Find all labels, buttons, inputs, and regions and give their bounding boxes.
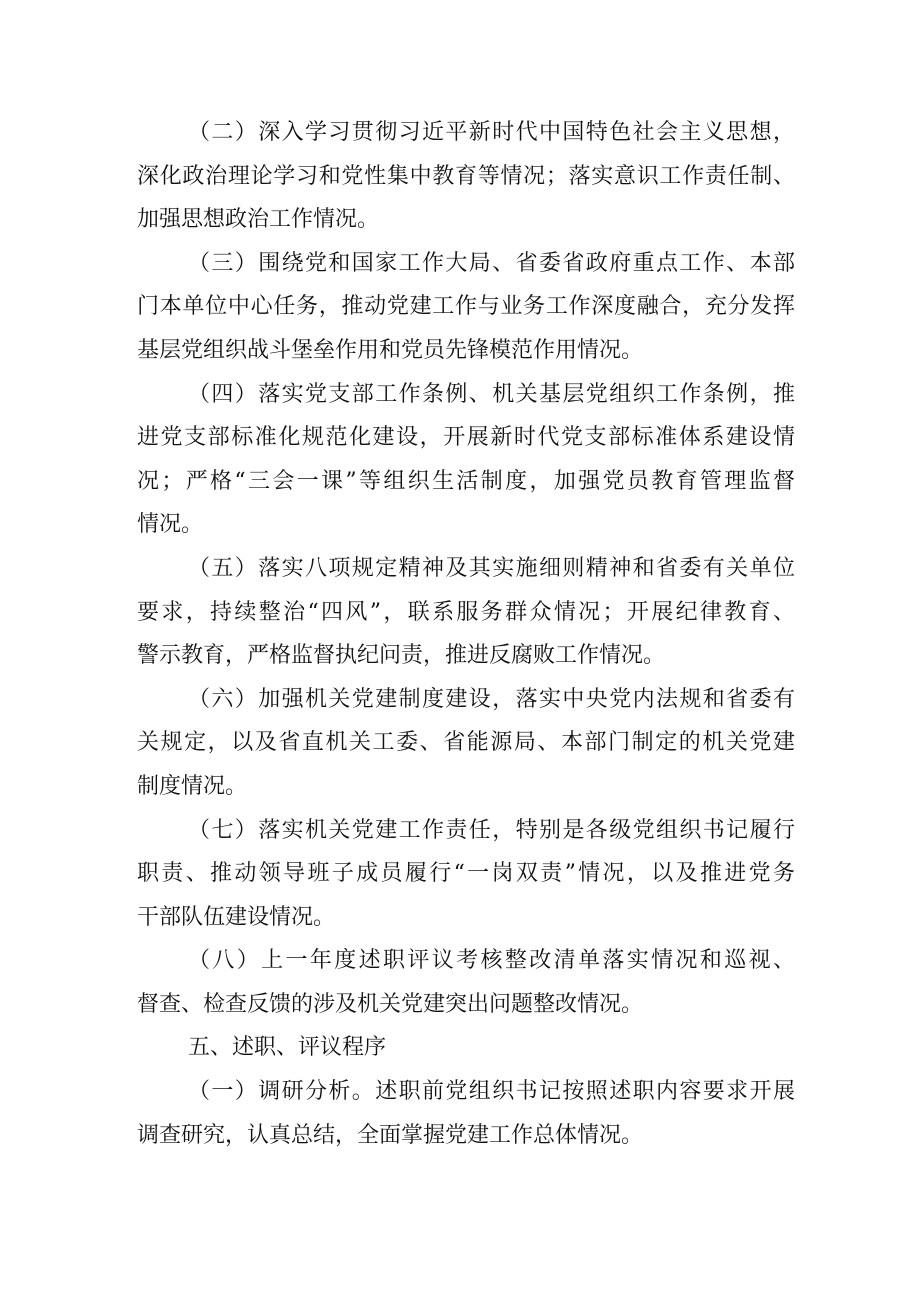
text-line: 督查、检查反馈的涉及机关党建突出问题整改情况。 (137, 991, 644, 1017)
text-line: （三）围绕党和国家工作大局、省委省政府重点工作、本部 (188, 250, 795, 276)
text-line: 况；严格“三会一课”等组织生活制度，加强党员教育管理监督 (137, 468, 795, 494)
text-line: 情况。 (137, 512, 204, 538)
text-line: 关规定，以及省直机关工委、省能源局、本部门制定的机关党建 (137, 730, 795, 756)
text-line: （一）调研分析。述职前党组织书记按照述职内容要求开展 (188, 1079, 795, 1105)
text-line: 职责、推动领导班子成员履行“一岗双责”情况，以及推进党务 (137, 861, 795, 887)
text-line: （七）落实机关党建工作责任，特别是各级党组织书记履行 (188, 817, 795, 843)
document-body (137, 111, 795, 1157)
paragraph (137, 242, 795, 373)
text-line: （五）落实八项规定精神及其实施细则精神和省委有关单位 (188, 555, 795, 581)
text-line: 进党支部标准化规范化建设，开展新时代党支部标准体系建设情 (137, 425, 795, 451)
paragraph (137, 111, 795, 242)
text-line: 要求，持续整治“四风”，联系服务群众情况；开展纪律教育、 (137, 599, 795, 625)
text-line: 警示教育，严格监督执纪问责，推进反腐败工作情况。 (137, 643, 666, 669)
text-line: （八）上一年度述职评议考核整改清单落实情况和巡视、 (188, 948, 795, 974)
text-line: 制度情况。 (137, 773, 248, 799)
paragraph (137, 939, 795, 1026)
paragraph (137, 678, 795, 809)
text-line: 五、述职、评议程序 (188, 1035, 387, 1061)
text-line: 门本单位中心任务，推动党建工作与业务工作深度融合，充分发挥 (137, 294, 795, 320)
paragraph (137, 373, 795, 547)
paragraph (137, 1070, 795, 1157)
text-line: 调查研究，认真总结，全面掌握党建工作总体情况。 (137, 1122, 644, 1148)
text-line: （二）深入学习贯彻习近平新时代中国特色社会主义思想， (188, 120, 795, 145)
paragraph (137, 1026, 795, 1070)
text-line: 深化政治理论学习和党性集中教育等情况；落实意识工作责任制、 (137, 163, 795, 189)
text-line: 基层党组织战斗堡垒作用和党员先锋模范作用情况。 (137, 337, 644, 363)
text-line: 加强思想政治工作情况。 (137, 207, 380, 233)
paragraph (137, 547, 795, 678)
text-line: （六）加强机关党建制度建设，落实中央党内法规和省委有 (188, 686, 795, 712)
text-line: 干部队伍建设情况。 (137, 904, 336, 930)
text-line: （四）落实党支部工作条例、机关基层党组织工作条例，推 (188, 381, 795, 407)
paragraph (137, 809, 795, 940)
